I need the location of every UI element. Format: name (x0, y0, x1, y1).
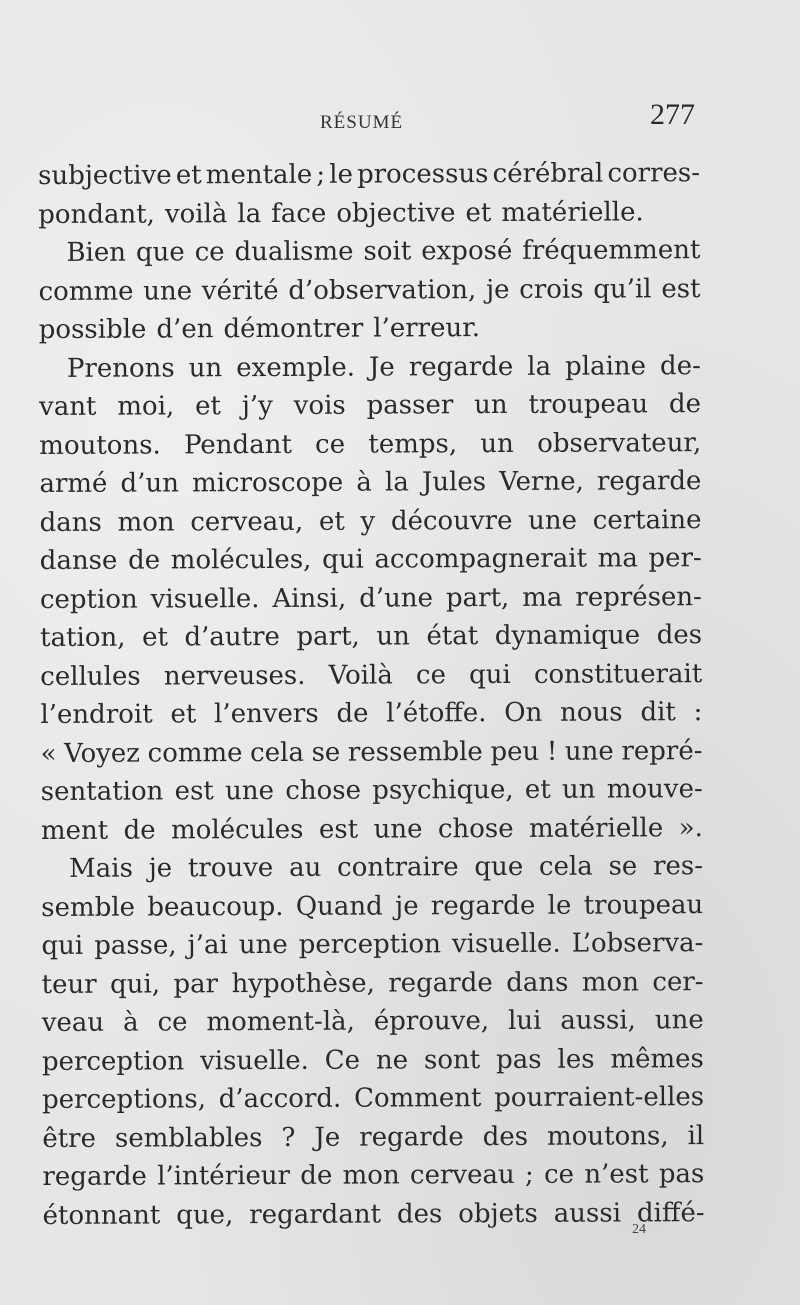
text-line: sentation est une chose psychique, et un mouve- (40, 774, 703, 807)
text-line: qui passe, j’ai une perception visuelle. L’observa- (41, 928, 704, 961)
text-line: teur qui, par hypothèse, regarde dans mon cer- (41, 966, 704, 1000)
text-line: perception visuelle. Ce ne sont pas les mêmes (41, 1043, 704, 1077)
text-line: possible d’en démontrer l’erreur. (38, 313, 481, 345)
signature-mark: 24 (632, 1222, 646, 1237)
text-line: pondant, voilà la face objective et matérielle. (38, 196, 644, 230)
text-line: moutons. Pendant ce temps, un observateur, (39, 427, 702, 461)
text-line: Bien que ce dualisme soit exposé fréquemment (66, 235, 701, 268)
text-line: veau à ce moment-là, éprouve, lui aussi, une (41, 1005, 704, 1038)
page-number: 277 (650, 98, 695, 131)
text-line: être semblables ? Je regarde des moutons, il (42, 1120, 705, 1154)
text-line: l’endroit et l’envers de l’étoffe. On nous dit : (40, 697, 703, 730)
text-line: dans mon cerveau, et y découvre une certaine (39, 504, 702, 538)
text-line: cellules nerveuses. Voilà ce qui constituerait (40, 658, 703, 692)
text-line: danse de molécules, qui accompagnerait ma per- (39, 543, 702, 576)
text-line: Mais je trouve au contraire que cela se res- (69, 851, 704, 884)
text-line: subjective et mentale ; le processus cérébral corres- (38, 158, 701, 191)
running-head (0, 98, 800, 144)
text-line: regarde l’intérieur de mon cerveau ; ce n’est pas (42, 1159, 705, 1192)
running-head-title: RÉSUMÉ (320, 112, 404, 133)
body-text (38, 154, 705, 1235)
text-line: comme une vérité d’observation, je crois qu’il est (38, 273, 701, 307)
text-line: semble beaucoup. Quand je regarde le troupeau (41, 889, 704, 923)
text-line: perceptions, d’accord. Comment pourraient-elles (42, 1082, 705, 1115)
text-line: étonnant que, regardant des objets aussi diffé- (42, 1197, 705, 1231)
text-line: armé d’un microscope à la Jules Verne, regarde (39, 466, 702, 499)
text-line: vant moi, et j’y vois passer un troupeau de (39, 389, 702, 422)
text-line: « Voyez comme cela se ressemble peu ! une repré- (40, 735, 703, 769)
text-line: ception visuelle. Ainsi, d’une part, ma représen- (39, 581, 702, 615)
text-line: Prenons un exemple. Je regarde la plaine de- (66, 350, 701, 384)
text-line: tation, et d’autre part, un état dynamique des (40, 620, 703, 653)
text-line: ment de molécules est une chose matérielle ». (40, 812, 703, 846)
